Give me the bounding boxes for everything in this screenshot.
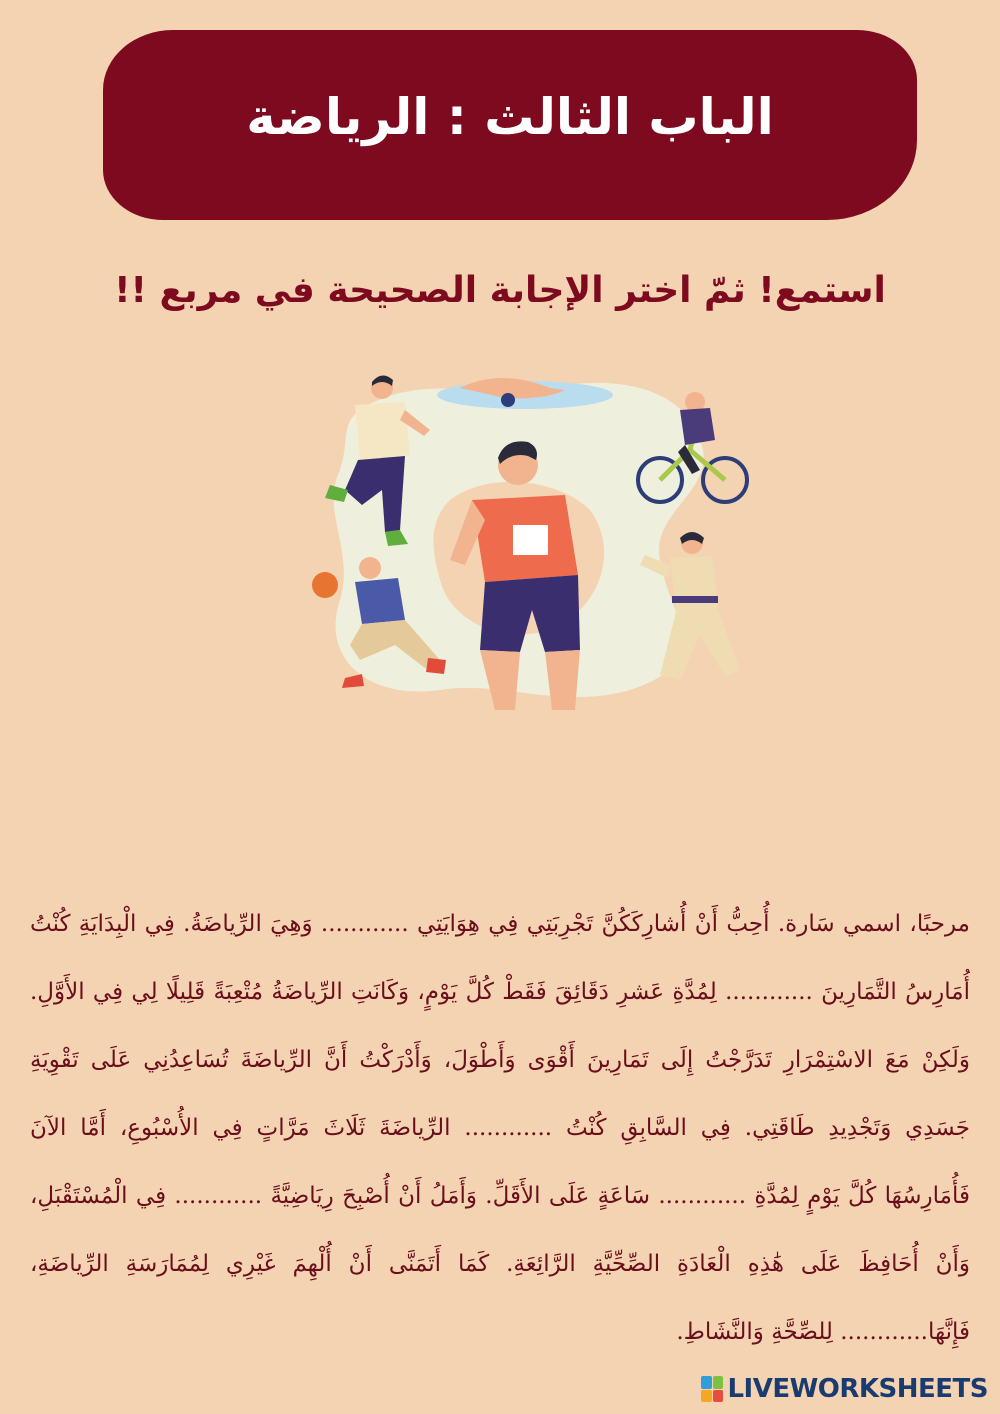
title-banner — [103, 30, 917, 220]
swimmer-figure — [437, 378, 613, 409]
sports-illustration — [300, 360, 760, 710]
story-paragraph: مرحبًا، اسمي سَارة. أُحِبُّ أَنْ أُشارِكَكُنَّ تَجْرِبَتِي فِي هِوَايَتِي ............ وَهِيَ الرِّياضَةُ. فِي الْبِدَايَةِ كُنْتُ أُمَارِسُ التَّمَارِينَ ............ لِمُدَّةِ عَشرِ دَقَائِقَ فَقَطْ كُلَّ يَوْمٍ، وَكَانَتِ الرِّياضَةُ مُتْعِبَةً قَلِيلًا لِي فِي الأَوَّلِ. وَلَكِنْ مَعَ الاسْتِمْرَارِ تَدَرَّجْتُ إِلَى تَمَارِينَ أَقْوَى وَأَطْوَلَ، وَأَدْرَكْتُ أَنَّ الرِّياضَةَ تُسَاعِدُنِي عَلَى تَقْوِيَةِ جَسَدِي وَتَجْدِيدِ طَاقَتِي. فِي السَّابِقِ كُنْتُ ............ الرِّياضَةَ ثَلَاثَ مَرَّاتٍ فِي الأُسْبُوعِ، أَمَّا الآنَ فَأُمَارِسُهَا كُلَّ يَوْمٍ لِمُدَّةِ ............ سَاعَةٍ عَلَى الأَقَلِّ. وَأَمَلُ أَنْ أُصْبِحَ رِيَاضِيَّةً ............ فِي الْمُسْتَقْبَلِ، وَأَنْ أُحَافِظَ عَلَى هَٰذِهِ الْعَادَةِ الصِّحِّيَّةِ الرَّائِعَةِ. كَمَا أَتَمَنَّى أَنْ أُلْهِمَ غَيْرِي لِمُمَارَسَةِ الرِّياضَةِ، فَإِنَّهَا............ لِلصِّحَّةِ وَالنَّشَاطِ. — [30, 911, 970, 1345]
liveworksheets-watermark — [701, 1374, 988, 1404]
liveworksheets-logo-icon — [701, 1376, 723, 1402]
instruction-text: استمع! ثمّ اختر الإجابة الصحيحة في مربع !! — [114, 270, 886, 311]
watermark-text: LIVEWORKSHEETS — [727, 1374, 988, 1404]
page-title: الباب الثالث : الرياضة — [246, 88, 774, 146]
